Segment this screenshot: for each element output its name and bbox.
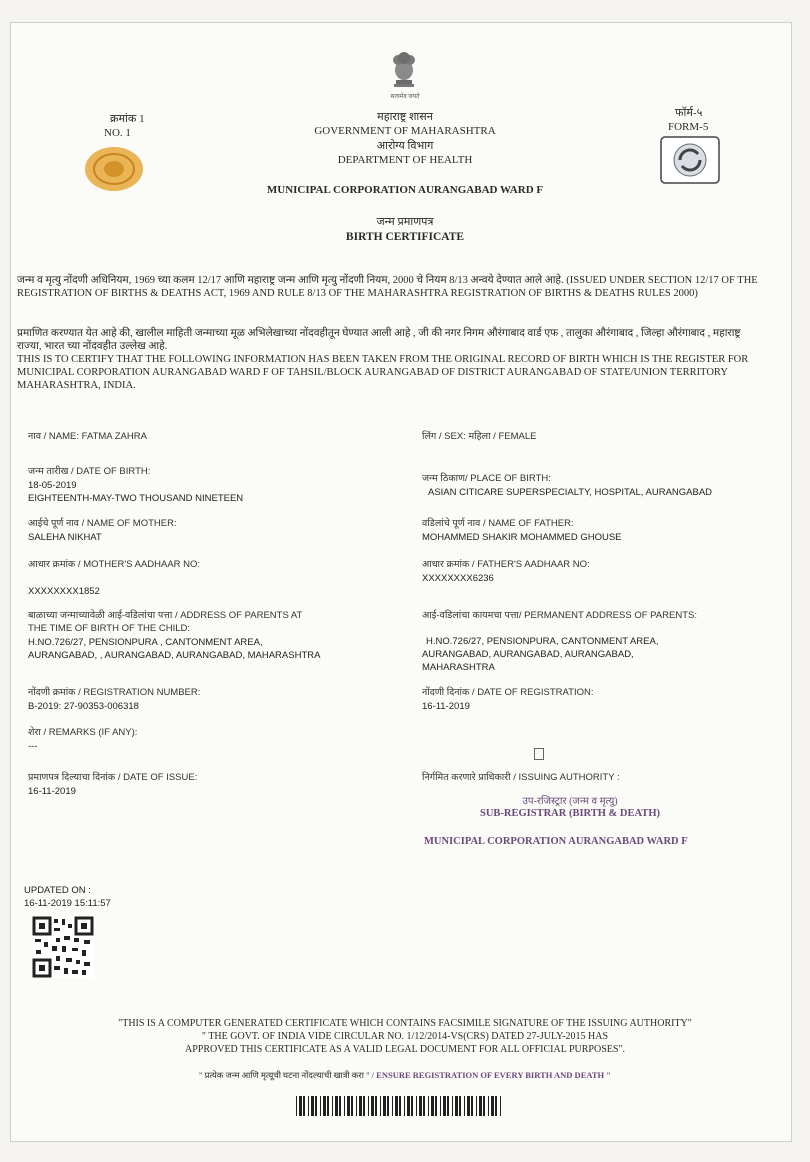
national-emblem-icon [386,50,422,90]
dob-value: 18-05-2019 [28,480,77,491]
birth-address-label-2: THE TIME OF BIRTH OF THE CHILD: [28,623,191,634]
father-aadhaar-value: XXXXXXXX6236 [422,573,494,584]
dob-words: EIGHTEENTH-MAY-TWO THOUSAND NINETEEN [28,493,244,504]
govt-name: GOVERNMENT OF MAHARASHTRA [314,125,496,137]
certificate-title: BIRTH CERTIFICATE [345,231,465,243]
qr-code-icon [32,916,94,978]
mother-aadhaar-value: XXXXXXXX1852 [28,586,100,597]
registration-number-label: नोंदणी क्रमांक / REGISTRATION NUMBER: [28,687,201,698]
authority-corporation: MUNICIPAL CORPORATION AURANGABAD WARD F [424,836,688,847]
birth-address-line-2: AURANGABAD, , AURANGABAD, AURANGABAD, MAHARASHTRA [28,650,321,661]
registration-date-label: नोंदणी दिनांक / DATE OF REGISTRATION: [422,687,594,698]
issued-under-mr: जन्म व मृत्यु नोंदणी अधिनियम, 1969 च्या कलम 12/17 आणि महाराष्ट्र जन्म आणि मृत्यु नोंदणी नियम, 2000 चे नियम 8/13 अन्वये देण्यात आले आहे. [17,275,564,286]
dept-name-mr: आरोग्य विभाग [376,140,434,152]
crs-logo-icon [660,136,720,184]
govt-name-mr: महाराष्ट्र शासन [377,111,433,123]
permanent-address-line-3: MAHARASHTRA [422,662,495,673]
form-number-mr: फॉर्म-५ [675,107,703,119]
barcode-icon [296,1096,506,1116]
ensure-registration [30,1070,780,1081]
dept-name: DEPARTMENT OF HEALTH [337,154,473,166]
remarks-value: --- [28,741,38,752]
birth-address-line-1: H.NO.726/27, PENSIONPURA , CANTONMENT AREA, [28,637,263,648]
signature-placeholder-icon [534,748,544,760]
father-name-value: MOHAMMED SHAKIR MOHAMMED GHOUSE [422,532,622,543]
permanent-address-label: आई-वडिलांचा कायमचा पत्ता/ PERMANENT ADDRESS OF PARENTS: [422,610,697,621]
father-name-label: वडिलांचे पूर्ण नाव / NAME OF FATHER: [422,518,574,529]
birth-address-label-1: बाळाच्या जन्माच्यावेळी आई-वडिलांचा पत्ता / ADDRESS OF PARENTS AT [28,610,303,621]
mother-name-value: SALEHA NIKHAT [28,532,102,543]
emblem-motto: सत्यमेव जयते [390,94,420,100]
corporation-title: MUNICIPAL CORPORATION AURANGABAD WARD F [266,184,544,196]
registration-date-value: 16-11-2019 [422,701,470,712]
footer-computer-generated: "THIS IS A COMPUTER GENERATED CERTIFICATE WHICH CONTAINS FACSIMILE SIGNATURE OF THE ISSUING AUTHORITY" [118,1018,692,1029]
pob-label: जन्म ठिकाण/ PLACE OF BIRTH: [422,473,551,484]
sub-registrar-mr: उप-रजिस्ट्रार (जन्म व मृत्यु) [522,796,618,807]
serial-number: NO. 1 [104,127,131,139]
issued-under-paragraph [17,274,767,300]
father-aadhaar-label: आधार क्रमांक / FATHER'S AADHAAR NO: [422,559,590,570]
dob-label: जन्म तारीख / DATE OF BIRTH: [28,466,151,477]
ensure-registration-mr: " प्रत्येक जन्म आणि मृत्यूची घटना नोंदल्याची खात्री करा " / [198,1070,375,1080]
ensure-registration-en: ENSURE REGISTRATION OF EVERY BIRTH AND DEATH " [376,1070,611,1080]
issued-under-en: (ISSUED UNDER SECTION 12/17 OF THE REGISTRATION OF BIRTHS & DEATHS ACT, 1969 AND RULE 8/13 OF THE MAHARASHTRA REGISTRATION OF BIRTHS & DEATHS RULES 2000) [17,275,758,299]
mother-name-label: आईचे पूर्ण नाव / NAME OF MOTHER: [28,518,177,529]
sub-registrar-title: SUB-REGISTRAR (BIRTH & DEATH) [479,808,660,819]
form-number: FORM-5 [668,121,709,133]
permanent-address-line-1: H.NO.726/27, PENSIONPURA, CANTONMENT AREA, [426,636,659,647]
pob-value: ASIAN CITICARE SUPERSPECIALTY, HOSPITAL, AURANGABAD [428,487,713,498]
serial-number-mr: क्रमांक 1 [110,113,145,125]
sex-field: लिंग / SEX: महिला / FEMALE [422,431,537,442]
registration-number-value: B-2019: 27-90353-006318 [28,701,139,712]
certify-paragraph [17,327,767,392]
certify-mr: प्रमाणित करण्यात येत आहे की, खालील माहिती जन्माच्या मूळ अभिलेखाच्या नोंदवहीतून घेण्यात आली आहे , जी की नगर निगम औरंगाबाद वार्ड एफ , तालुका औरंगाबाद , जिल्हा औरंगाबाद , महाराष्ट्र राज्या, भारत च्या नोंदवहीत उल्लेख आहे. [17,328,741,352]
remarks-label: शेरा / REMARKS (IF ANY): [28,727,138,738]
certify-en: THIS IS TO CERTIFY THAT THE FOLLOWING INFORMATION HAS BEEN TAKEN FROM THE ORIGINAL RECORD OF BIRTH WHICH IS THE REGISTER FOR MUNICIPAL CORPORATION AURANGABAD WARD F OF TAHSIL/BLOCK AURANGABAD OF DISTRICT AURANGABAD OF STATE/UNION TERRITORY MAHARASHTRA, INDIA. [17,354,749,391]
updated-on-value: 16-11-2019 15:11:57 [24,898,111,909]
permanent-address-line-2: AURANGABAD, AURANGABAD, AURANGABAD, [422,649,634,660]
updated-on-label: UPDATED ON : [24,885,91,896]
issue-date-value: 16-11-2019 [28,786,76,797]
certificate-title-mr: जन्म प्रमाणपत्र [376,216,434,228]
mother-aadhaar-label: आधार क्रमांक / MOTHER'S AADHAAR NO: [28,559,201,570]
seal-icon [84,146,144,192]
issue-date-label: प्रमाणपत्र दिल्याचा दिनांक / DATE OF ISSUE: [28,772,198,783]
footer-approval: APPROVED THIS CERTIFICATE AS A VALID LEGAL DOCUMENT FOR ALL OFFICIAL PURPOSES". [184,1044,626,1055]
issuing-authority-label: निर्गमित करणारे प्राधिकारी / ISSUING AUTHORITY : [422,772,620,783]
footer-circular: " THE GOVT. OF INDIA VIDE CIRCULAR NO. 1/12/2014-VS(CRS) DATED 27-JULY-2015 HAS [201,1031,609,1042]
name-field: नाव / NAME: FATMA ZAHRA [28,431,147,442]
